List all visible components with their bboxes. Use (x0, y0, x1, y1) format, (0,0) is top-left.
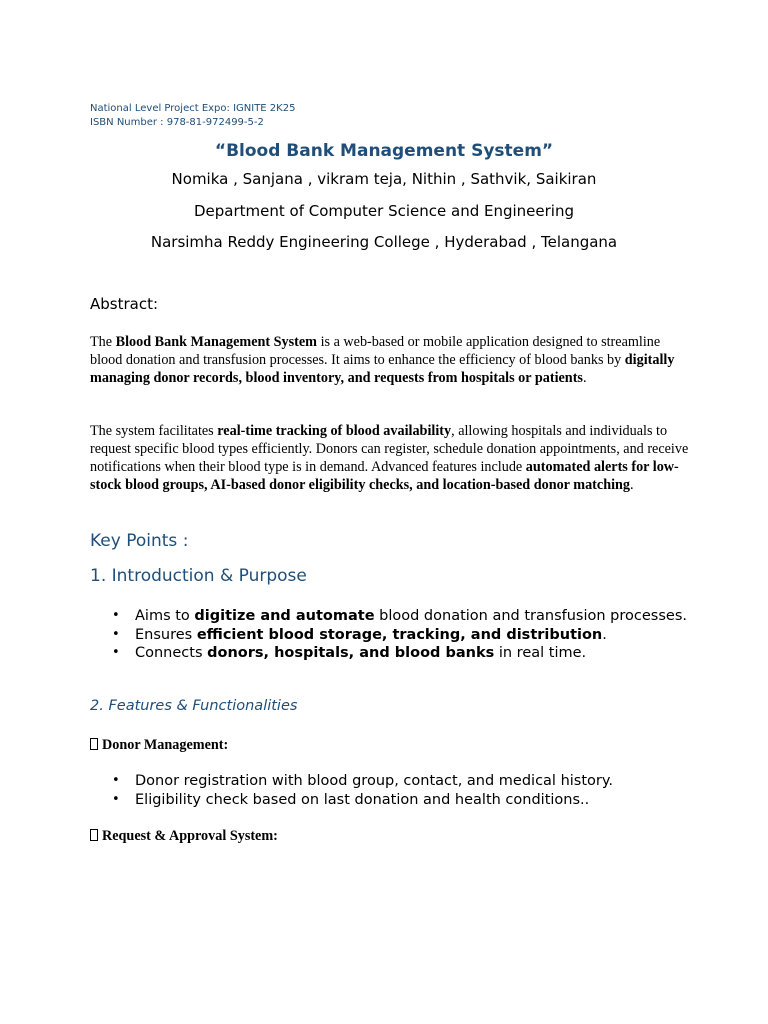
expo-line: National Level Project Expo: IGNITE 2K25 (90, 103, 296, 114)
list-item: • Ensures efficient blood storage, tracking, and distribution. (90, 626, 690, 645)
list-item: • Eligibility check based on last donation and health conditions.. (90, 791, 690, 810)
authors-line: Nomika , Sanjana , vikram teja, Nithin , Sathvik, Saikiran (171, 170, 597, 188)
list-item: • Donor registration with blood group, contact, and medical history. (90, 772, 690, 791)
list-item: • Aims to digitize and automate blood donation and transfusion processes. (90, 607, 690, 626)
features-heading: 2. Features & Functionalities (90, 698, 298, 714)
donor-management-heading: Donor Management: (90, 737, 228, 754)
abstract-paragraph-2: The system facilitates real-time tracking of blood availability, allowing hospitals and individuals to request specific blood types efficiently. Donors can register, schedule donation appointments, and receive notifications when their blood type is in demand. Advanced features include automated alerts for low-stock blood groups, AI-based donor eligibility checks, and location-based donor matching. (90, 423, 689, 493)
donor-bullet-list (90, 772, 690, 809)
intro-heading: 1. Introduction & Purpose (90, 566, 307, 586)
key-points-heading: Key Points : (90, 531, 189, 551)
department-line: Department of Computer Science and Engineering (193, 202, 574, 220)
missing-glyph-icon (90, 829, 98, 841)
isbn-line: ISBN Number : 978-81-972499-5-2 (90, 117, 264, 128)
intro-bullet-list (90, 607, 690, 663)
request-approval-heading: Request & Approval System: (90, 828, 278, 845)
abstract-label: Abstract: (90, 295, 159, 313)
abstract-paragraph-1: The Blood Bank Management System is a web-based or mobile application designed to streamline blood donation and transfusion processes. It aims to enhance the efficiency of blood banks by digitally managing donor records, blood inventory, and requests from hospitals or patients. (90, 334, 675, 386)
list-item: • Connects donors, hospitals, and blood banks in real time. (90, 644, 690, 663)
missing-glyph-icon (90, 738, 98, 750)
paper-title: “Blood Bank Management System” (214, 141, 554, 161)
college-line: Narsimha Reddy Engineering College , Hyderabad , Telangana (150, 233, 618, 251)
